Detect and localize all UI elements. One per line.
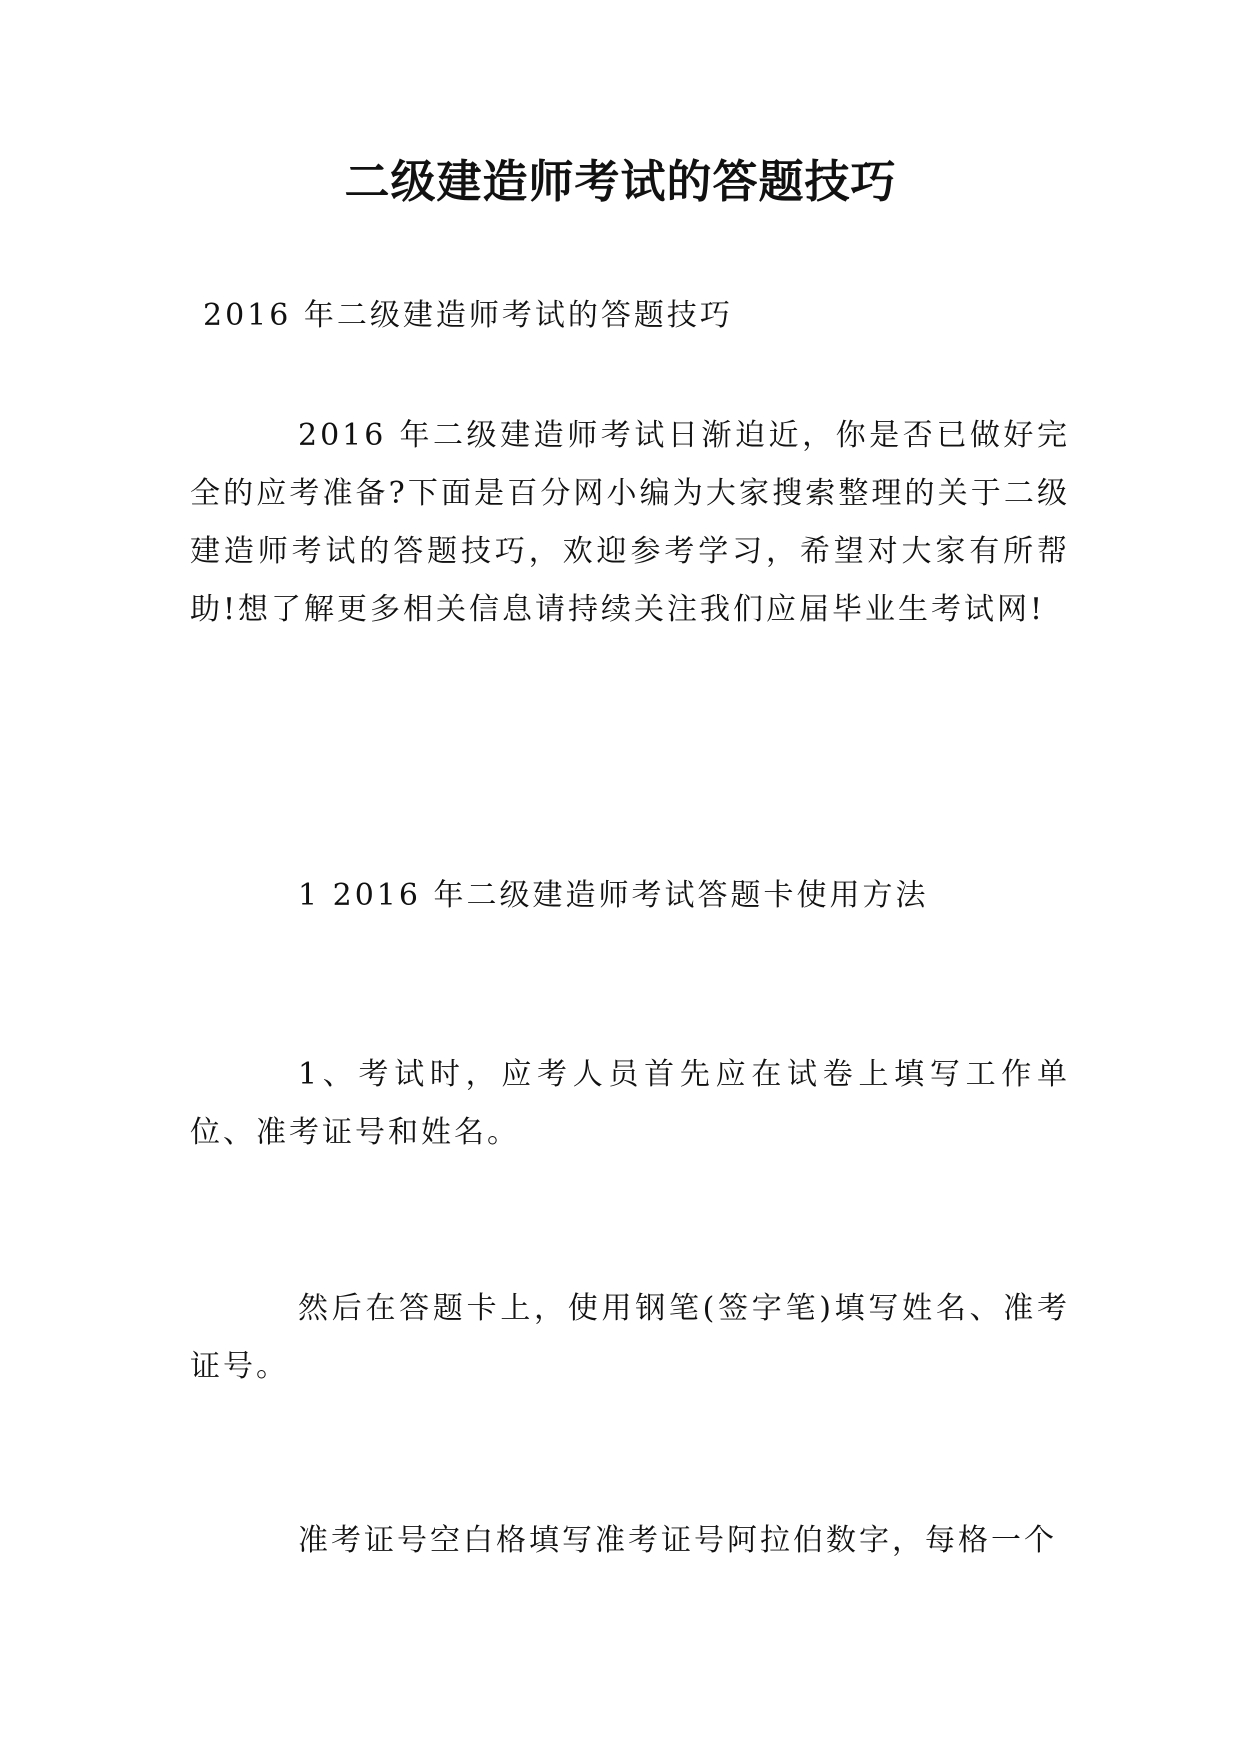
body-paragraph-3: 准考证号空白格填写准考证号阿拉伯数字，每格一个: [298, 1523, 1057, 1558]
intro-paragraph: 2016 年二级建造师考试日渐迫近，你是否已做好完全的应考准备?下面是百分网小编为大家搜索整理的关于二级建造师考试的答题技巧，欢迎参考学习，希望对大家有所帮助!想了解更多相关信息请持续关注我们应届毕业生考试网!: [190, 418, 1070, 627]
document-title: 二级建造师考试的答题技巧: [344, 155, 897, 208]
body-paragraph-2: 然后在答题卡上，使用钢笔(签字笔)填写姓名、准考证号。: [190, 1291, 1070, 1384]
body-paragraph-1: 1、考试时，应考人员首先应在试卷上填写工作单位、准考证号和姓名。: [190, 1057, 1070, 1150]
document-subtitle: 2016 年二级建造师考试的答题技巧: [203, 298, 733, 333]
section-heading: 1 2016 年二级建造师考试答题卡使用方法: [298, 878, 929, 913]
